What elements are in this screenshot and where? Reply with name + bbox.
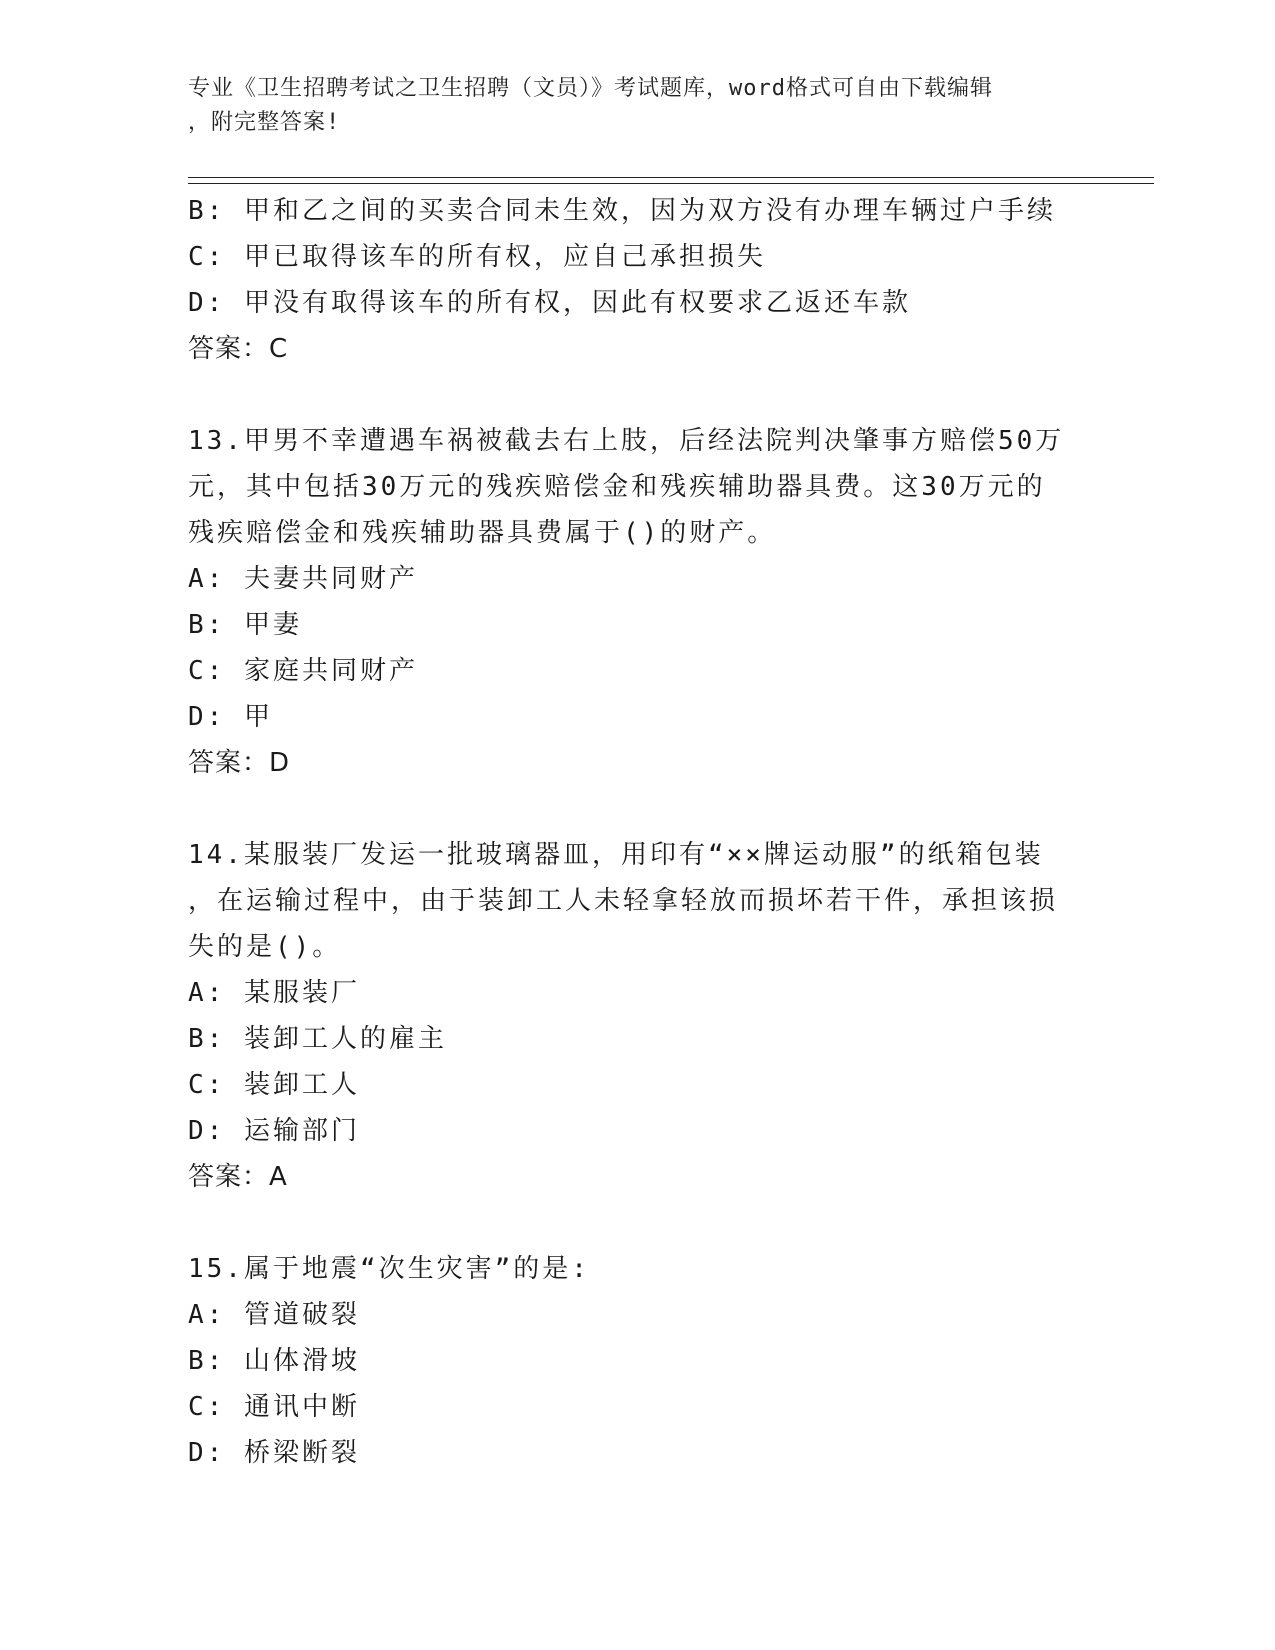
question-12 (188, 188, 1088, 372)
question-stem-line: 14.某服装厂发运一批玻璃器皿，用印有“××牌运动服”的纸箱包装 (188, 840, 1044, 870)
option-b: B: 山体滑坡 (188, 1346, 360, 1376)
option-b: B: 装卸工人的雇主 (188, 1024, 447, 1054)
option-b: B: 甲和乙之间的买卖合同未生效，因为双方没有办理车辆过户手续 (188, 196, 1056, 226)
header-divider-bottom (188, 183, 1154, 184)
question-stem-line: 失的是()。 (188, 932, 342, 962)
question-list (188, 188, 1088, 1476)
question-stem-line: 13.甲男不幸遭遇车祸被截去右上肢，后经法院判决肇事方赔偿50万 (188, 426, 1065, 456)
option-d: D: 桥梁断裂 (188, 1438, 360, 1468)
header-line-1: 专业《卫生招聘考试之卫生招聘（文员）》考试题库，word格式可自由下载编辑 (188, 76, 993, 101)
header-divider-top (188, 177, 1154, 178)
option-b: B: 甲妻 (188, 610, 302, 640)
question-stem-line: 元，其中包括30万元的残疾赔偿金和残疾辅助器具费。这30万元的 (188, 472, 1046, 502)
question-stem-line: 残疾赔偿金和残疾辅助器具费属于()的财产。 (188, 518, 777, 548)
option-a: A: 管道破裂 (188, 1300, 360, 1330)
option-d: D: 运输部门 (188, 1116, 360, 1146)
spacer (188, 1200, 1088, 1246)
answer: 答案：D (188, 748, 291, 778)
option-c: C: 家庭共同财产 (188, 656, 418, 686)
question-15 (188, 1246, 1088, 1476)
option-c: C: 通讯中断 (188, 1392, 360, 1422)
question-14 (188, 832, 1088, 1200)
question-stem-line: ，在运输过程中，由于装卸工人未轻拿轻放而损坏若干件，承担该损 (188, 886, 1059, 916)
option-a: A: 夫妻共同财产 (188, 564, 418, 594)
option-c: C: 甲已取得该车的所有权，应自己承担损失 (188, 242, 766, 272)
option-c: C: 装卸工人 (188, 1070, 360, 1100)
document-header (188, 72, 1068, 140)
option-a: A: 某服装厂 (188, 978, 360, 1008)
header-line-2: ，附完整答案! (188, 110, 341, 135)
option-d: D: 甲没有取得该车的所有权，因此有权要求乙返还车款 (188, 288, 911, 318)
answer: 答案：C (188, 334, 289, 364)
spacer (188, 372, 1088, 418)
answer: 答案：A (188, 1162, 288, 1192)
option-d: D: 甲 (188, 702, 273, 732)
question-13 (188, 418, 1088, 786)
question-stem-line: 15.属于地震“次生灾害”的是: (188, 1254, 590, 1284)
spacer (188, 786, 1088, 832)
